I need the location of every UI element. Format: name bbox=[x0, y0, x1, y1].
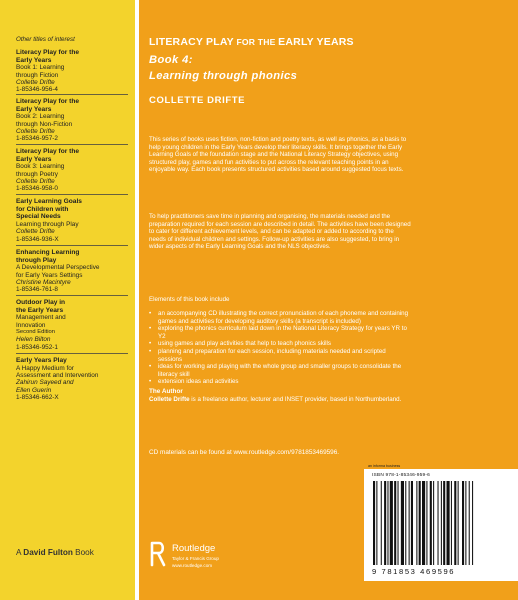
book-author: Collette Drifte bbox=[16, 79, 55, 86]
book-author: Christine Macintyre bbox=[16, 279, 71, 286]
description-paragraph-1: This series of books uses fiction, non-fiction and poetry texts, as well as phonics, as a basis to help young children in the Early Years develop their literacy skills. It brings together the Early Learning Goals of the foundation stage and the National Literacy Strategy objectives, using structured play, games and fun activities to put across the relevant teaching points in an enjoyable way. Each book presents structured activities based around suggested focus texts. bbox=[149, 136, 407, 174]
book-detail: Assessment and Intervention bbox=[16, 372, 99, 379]
book-detail: Learning through Play bbox=[16, 220, 79, 228]
book-detail: A Developmental Perspective bbox=[16, 264, 100, 272]
author-bio bbox=[149, 396, 411, 404]
book-title-line: Outdoor Play in bbox=[16, 299, 66, 306]
book-title-line: Literacy Play for the bbox=[16, 148, 80, 155]
series-main: LITERACY PLAY bbox=[149, 36, 234, 48]
book-isbn: 1-85346-958-0 bbox=[16, 185, 58, 193]
book-detail: through Fiction bbox=[16, 71, 59, 79]
divider-line bbox=[16, 94, 128, 95]
book-author: Helen Bilton bbox=[16, 336, 51, 344]
book-detail: Book 1: Learning bbox=[16, 64, 65, 72]
book-detail: for Early Years Settings bbox=[16, 271, 83, 279]
routledge-name: Routledge bbox=[172, 543, 216, 554]
cover-author: COLLETTE DRIFTE bbox=[149, 95, 246, 106]
barcode-number: 9 781853 469596 bbox=[372, 567, 456, 576]
book-title-line: for Children with bbox=[16, 205, 69, 213]
left-panel bbox=[0, 0, 135, 600]
divider-line bbox=[16, 353, 128, 354]
book-entry-1 bbox=[16, 49, 128, 94]
list-item: • using games and play activities that help to teach phonics skills bbox=[149, 340, 332, 348]
bullet-icon: • bbox=[149, 325, 152, 333]
book-title-line: through Play bbox=[16, 256, 57, 264]
book-isbn: 1-85346-936-X bbox=[16, 235, 59, 243]
bullet-icon: • bbox=[149, 347, 152, 355]
list-item: • ideas for working and playing with the whole group and smaller groups to consolidate the literacy skill bbox=[149, 363, 402, 378]
elements-list bbox=[149, 310, 411, 386]
book-isbn: 1-85346-952-1 bbox=[16, 343, 58, 351]
bullet-icon: • bbox=[149, 340, 152, 348]
book-title-line: Enhancing Learning bbox=[16, 249, 80, 256]
list-item: • planning and preparation for each session, including materials needed and scripted sessions bbox=[149, 347, 386, 363]
imprint-suffix: Book bbox=[75, 548, 94, 557]
list-item: • extension ideas and activities bbox=[149, 378, 239, 386]
divider-line bbox=[16, 245, 128, 246]
book-number: Book 4: bbox=[149, 54, 193, 66]
bullet-icon: • bbox=[149, 378, 152, 386]
book-title-line: Early Learning Goals bbox=[16, 198, 82, 205]
series-end: EARLY YEARS bbox=[278, 36, 354, 48]
author-bio-text: is a freelance author, lecturer and INSET provider, based in Northumberland. bbox=[189, 396, 402, 403]
book-title-line: Early Years Play bbox=[16, 357, 67, 364]
divider-line bbox=[16, 144, 128, 145]
bullet-icon: • bbox=[149, 310, 152, 317]
isbn-text: ISBN 978-1-85346-959-6 bbox=[372, 473, 430, 478]
list-item: • exploring the phonics curriculum laid down in the National Literacy Strategy for years YR to Y2 bbox=[149, 325, 407, 340]
divider-line bbox=[16, 295, 128, 296]
book-entry-2 bbox=[16, 98, 128, 143]
book-title-line: Literacy Play for the bbox=[16, 49, 80, 56]
book-detail: Management and bbox=[16, 314, 66, 322]
imprint-prefix: A bbox=[16, 548, 22, 557]
book-detail: through Poetry bbox=[16, 170, 58, 178]
right-panel bbox=[139, 0, 456, 600]
book-edition: Second Edition bbox=[16, 329, 55, 335]
book-title-line: Special Needs bbox=[16, 213, 61, 221]
book-author: Ellen Guerin bbox=[16, 386, 52, 394]
book-title-line: Literacy Play for the bbox=[16, 98, 80, 105]
book-subtitle: Learning through phonics bbox=[149, 70, 298, 82]
imprint-name: David Fulton bbox=[23, 548, 73, 557]
book-title-line: Early Years bbox=[16, 56, 52, 64]
book-detail: through Non-Fiction bbox=[16, 120, 73, 128]
book-isbn: 1-85346-761-8 bbox=[16, 286, 58, 294]
book-entry-3 bbox=[16, 148, 128, 193]
barcode-icon bbox=[371, 481, 511, 567]
book-author: Zahirun Sayeed and bbox=[16, 379, 74, 387]
book-entry-7 bbox=[16, 357, 128, 402]
barcode-panel bbox=[364, 469, 518, 581]
book-detail: A Happy Medium for bbox=[16, 364, 74, 372]
book-title-line: Early Years bbox=[16, 155, 52, 163]
publisher-imprint bbox=[16, 548, 94, 557]
informa-label: an informa business bbox=[368, 464, 401, 468]
routledge-url: www.routledge.com bbox=[172, 563, 213, 568]
book-detail: Book 2: Learning bbox=[16, 113, 65, 121]
book-detail: Innovation bbox=[16, 321, 46, 329]
other-titles-heading: Other titles of interest bbox=[16, 36, 75, 43]
cd-materials-note: CD materials can be found at www.routledge.com/9781853469596. bbox=[149, 449, 340, 456]
book-entry-6 bbox=[16, 299, 128, 351]
series-title bbox=[149, 36, 354, 48]
bullet-icon: • bbox=[149, 363, 152, 371]
divider-line bbox=[16, 194, 128, 195]
description-paragraph-2: To help practitioners save time in planning and organising, the materials needed and the preparation required for each session are described in detail. The activities have been designed to cater for different achievement levels, and can be adapted or added to according to the needs of individual children and settings. Follow-up activities are also suggested, to bring in wider aspects of the Early Learning Goals and the NLS objectives. bbox=[149, 213, 411, 251]
book-title-line: the Early Years bbox=[16, 306, 64, 314]
book-entry-5 bbox=[16, 249, 128, 294]
book-isbn: 1-85346-957-2 bbox=[16, 135, 58, 143]
book-isbn: 1-85346-662-X bbox=[16, 394, 59, 402]
book-author: Collette Drifte bbox=[16, 178, 55, 185]
list-item: • an accompanying CD illustrating the correct pronunciation of each phoneme and containing games and activities for developing auditory skills (a transcript is included) bbox=[149, 310, 409, 325]
list-intro: Elements of this book include bbox=[149, 296, 230, 303]
book-author: Collette Drifte bbox=[16, 228, 55, 236]
routledge-logo-icon bbox=[149, 541, 167, 567]
book-isbn: 1-85346-956-4 bbox=[16, 86, 58, 94]
series-connector: FOR THE bbox=[233, 37, 279, 47]
book-detail: Book 3: Learning bbox=[16, 163, 65, 171]
author-heading: The Author bbox=[149, 388, 183, 395]
author-bio-name: Collette Drifte bbox=[149, 396, 190, 403]
routledge-group: Taylor & Francis Group bbox=[172, 556, 219, 561]
book-title-line: Early Years bbox=[16, 105, 52, 113]
book-entry-4 bbox=[16, 198, 128, 243]
book-author: Collette Drifte bbox=[16, 128, 55, 135]
